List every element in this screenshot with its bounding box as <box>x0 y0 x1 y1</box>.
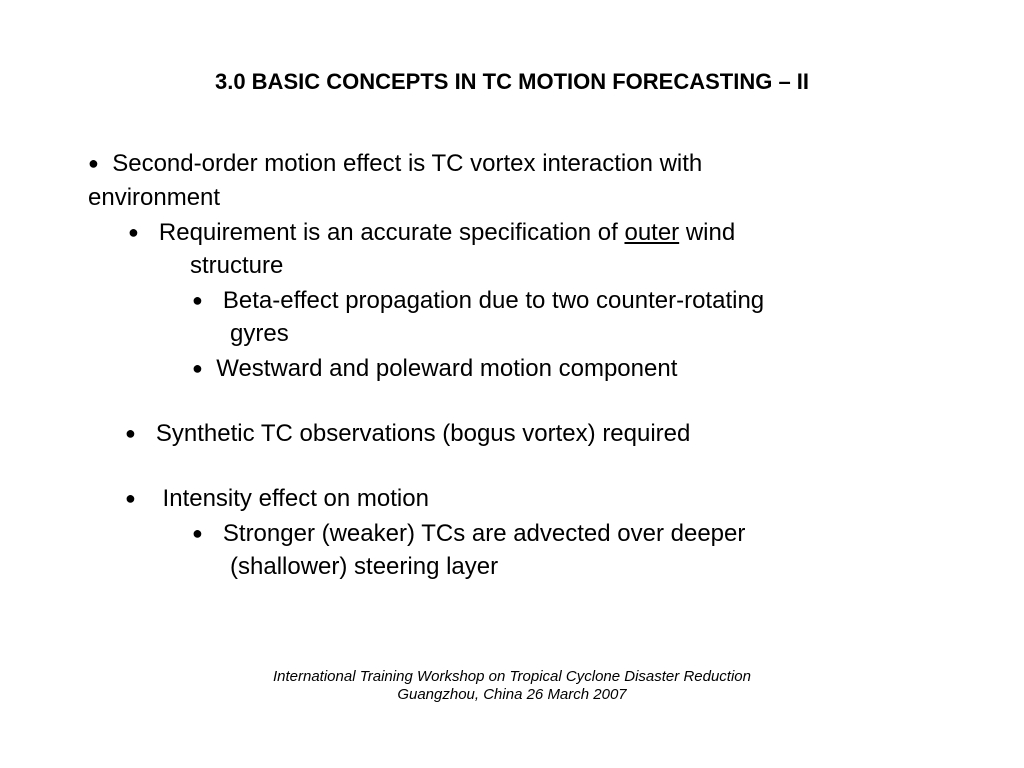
bullet-icon: ● <box>125 488 136 508</box>
bullet-item-6-line-1 <box>125 481 429 516</box>
emphasis-outer: outer <box>624 219 680 246</box>
bullet-item-2-text-end: wind <box>679 219 736 246</box>
bullet-item-6-text: Intensity effect on motion <box>162 485 429 512</box>
bullet-item-2-text: Requirement is an accurate specification of <box>158 219 625 246</box>
bullet-icon: ● <box>88 153 99 173</box>
bullet-item-3-text: Beta-effect propagation due to two counter-rotating <box>222 287 765 314</box>
footer-line-2: Guangzhou, China 26 March 2007 <box>397 686 627 703</box>
bullet-icon: ● <box>192 358 203 378</box>
bullet-item-5-text: Synthetic TC observations (bogus vortex) required <box>155 420 691 447</box>
bullet-icon: ● <box>192 290 203 310</box>
footer-line-1: International Training Workshop on Tropical Cyclone Disaster Reduction <box>272 668 751 685</box>
bullet-item-7-line-2: (shallower) steering layer <box>230 553 499 580</box>
bullet-icon: ● <box>125 423 136 443</box>
bullet-item-5-line-1 <box>125 416 690 451</box>
bullet-item-7-text: Stronger (weaker) TCs are advected over deeper <box>222 520 746 547</box>
bullet-item-2-line-2: structure <box>190 252 284 279</box>
bullet-icon: ● <box>192 523 203 543</box>
bullet-item-3-line-1 <box>192 283 764 318</box>
bullet-item-3-line-2: gyres <box>230 320 289 347</box>
bullet-item-2-line-1 <box>128 215 735 250</box>
bullet-item-7-line-1 <box>192 516 745 551</box>
slide-title: 3.0 BASIC CONCEPTS IN TC MOTION FORECASTING – II <box>214 69 810 94</box>
bullet-icon: ● <box>128 222 139 242</box>
bullet-item-1-line-1 <box>88 146 702 181</box>
bullet-item-4-text: Westward and poleward motion component <box>216 355 678 382</box>
bullet-item-1-line-2: environment <box>88 184 221 211</box>
bullet-item-1-text: Second-order motion effect is TC vortex interaction with <box>112 150 703 177</box>
bullet-item-4-line-1 <box>192 351 677 386</box>
